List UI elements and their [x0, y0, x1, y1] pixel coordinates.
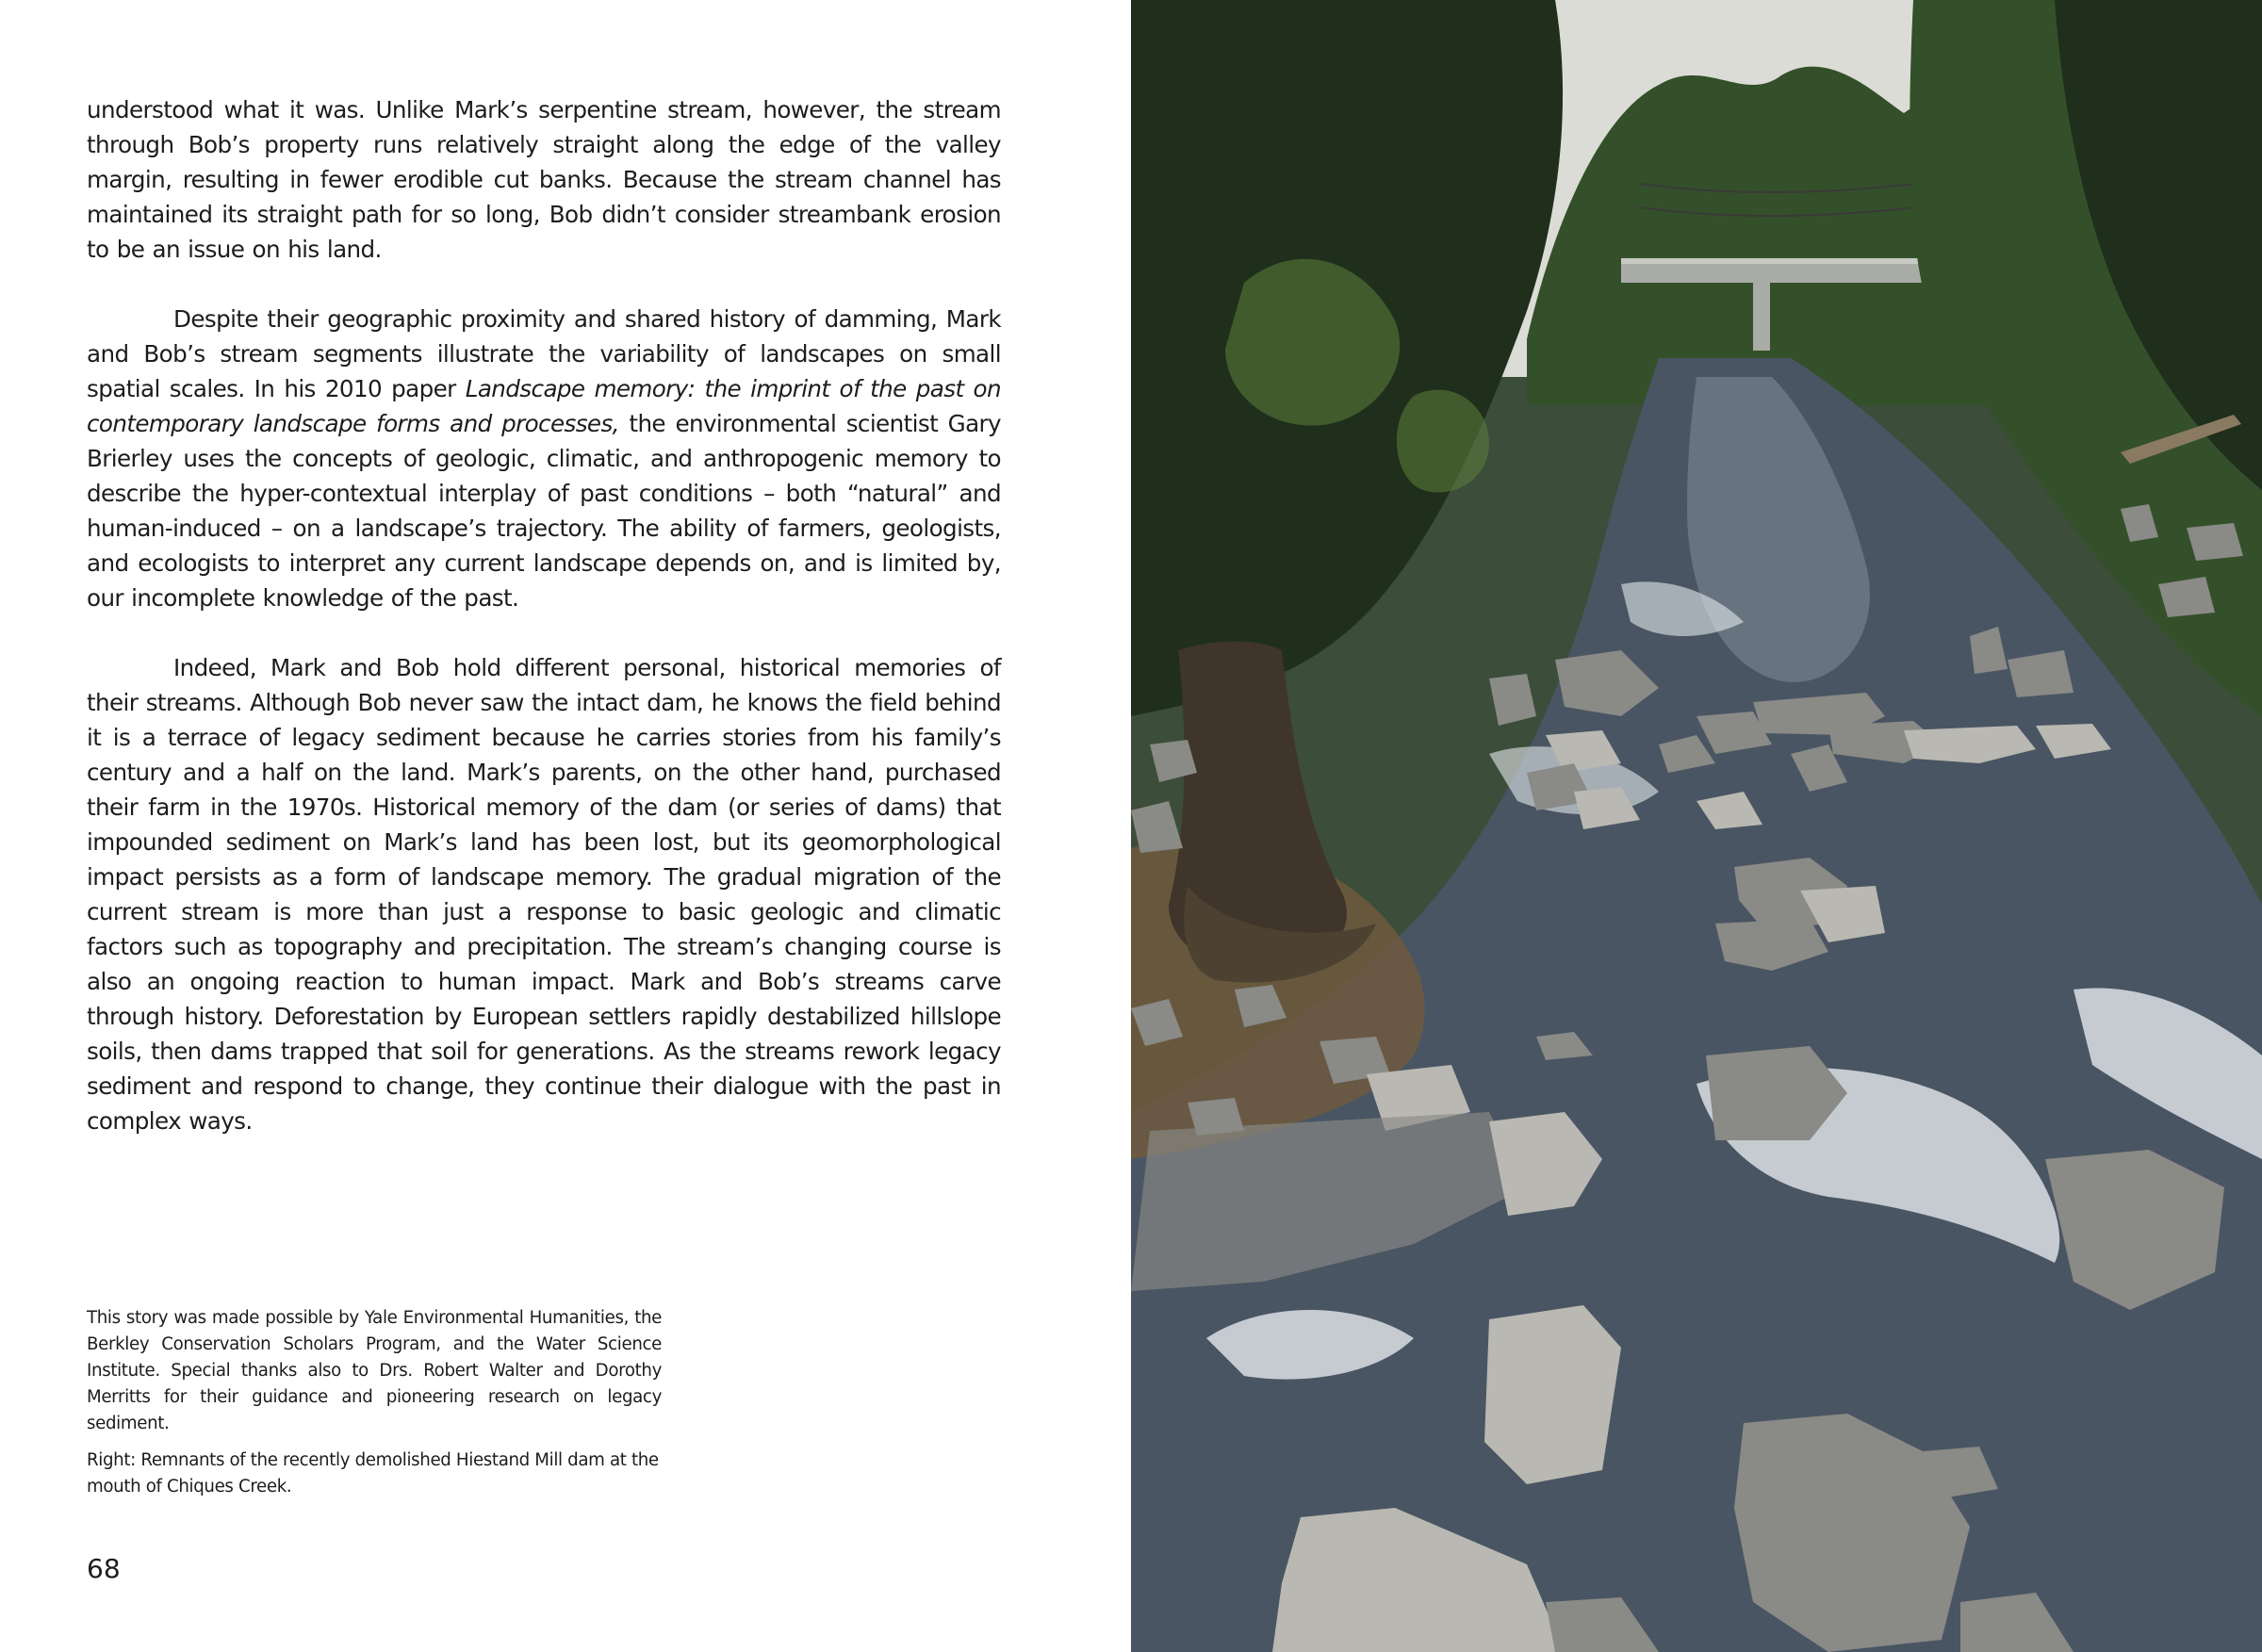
page-number: 68 — [87, 1553, 121, 1584]
creek-photo — [1131, 0, 2262, 1652]
rock — [1484, 1305, 1621, 1484]
paragraph-3: Indeed, Mark and Bob hold different personal, historical memories of their streams. Although Bob never saw the intact dam, he knows the field behind it is a terrace of legacy sediment because he carries stories from his family’s century and a half on the land. Mark’s parents, on the other hand, purchased their farm in the 1970s. Historical memory of the dam (or series of dams) that impounded sediment on Mark’s land has been lost, but its geomorphological impact persists as a form of landscape memory. The gradual migration of the current stream is more than just a response to basic geologic and climatic factors such as topography and precipitation. The stream’s changing course is also an ongoing reaction to human impact. Mark and Bob’s streams carve through history. Deforestation by European settlers rapidly destabilized hillslope soils, then dams trapped that soil for generations. As the streams rework legacy sediment and respond to change, they continue their dialogue with the past in complex ways. — [87, 654, 1001, 1135]
bridge-pier — [1753, 283, 1770, 351]
paragraph-2-start: Despite their geographic proximity and shared history of damming, Mark and Bob’s stream segments illustrate the variability of landscapes on small spatial scales. In his 2010 paper — [87, 305, 1001, 402]
paragraph-2-end: the environmental scientist Gary Brierley uses the concepts of geologic, climatic, and anthropogenic memory to describe the hyper-contextual interplay of past conditions – both “natural” and human-induced – on a landscape’s trajectory. The ability of farmers, geologists, and ecologists to interpret any current landscape depends on, and is limited by, our incomplete knowledge of the past. — [87, 410, 1002, 612]
acknowledgement-note: This story was made possible by Yale Environmental Humanities, the Berkley Conservation Scholars Program, and the Water Science Institute. Special thanks also to Drs. Robert Walter and Dorothy Merritts for their guidance and pioneering research on legacy sediment. — [87, 1308, 662, 1433]
paragraph-1: understood what it was. Unlike Mark’s serpentine stream, however, the stream through Bob’s property runs relatively straight along the edge of the valley margin, resulting in fewer erodible cut banks. Because the stream channel has maintained its straight path for so long, Bob didn’t consider streambank erosion to be an issue on his land. — [87, 96, 1001, 263]
body-text — [87, 92, 1001, 1138]
creek-photo-illustration — [1131, 0, 2262, 1652]
paragraph-2 — [87, 302, 1001, 615]
cited-paper-title: Landscape memory: the imprint of the past on contemporary landscape forms and processes, — [87, 375, 1001, 437]
photo-caption: Right: Remnants of the recently demolished Hiestand Mill dam at the mouth of Chiques Creek. — [87, 1450, 659, 1497]
rock — [2187, 523, 2243, 561]
